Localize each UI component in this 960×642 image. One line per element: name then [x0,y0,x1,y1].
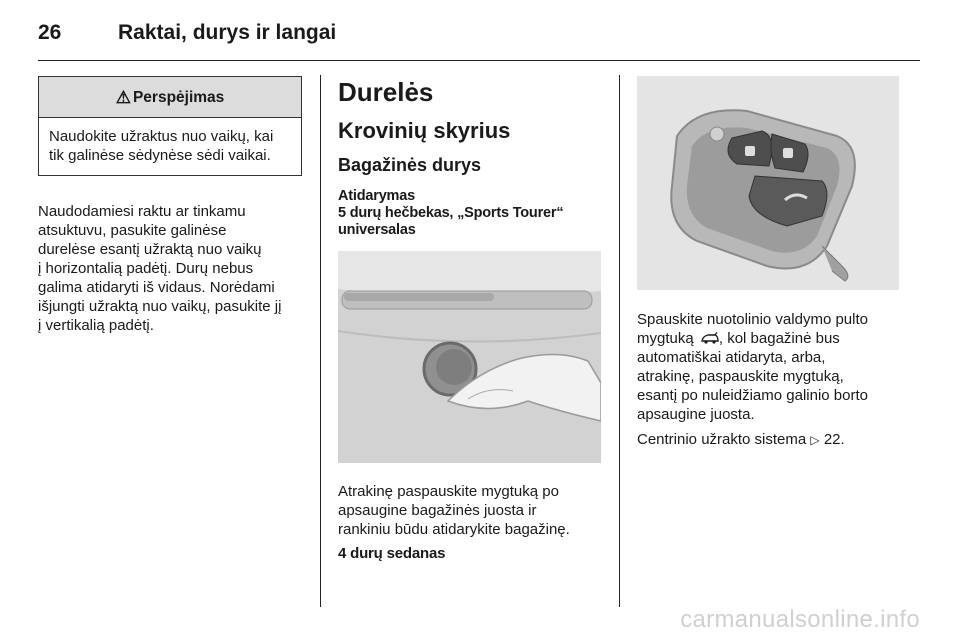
subheading-line: Atidarymas [338,188,415,204]
body-line: durelėse esantį užraktą nuo vaikų [38,241,262,258]
watermark: carmanualsonline.info [680,606,920,633]
reference-arrow-icon: ▷ [810,433,820,447]
heading-4-duru-sedanas: 4 durų sedanas [338,545,446,562]
subheading-line: 5 durų hečbekas, „Sports Tourer“ [338,205,564,221]
heading-kroviniu-skyrius: Krovinių skyrius [338,118,511,143]
reference-text: Centrinio užrakto sistema [637,431,807,448]
heading-bagazines-durys: Bagažinės durys [338,155,482,175]
body-text: mygtuką [637,330,694,347]
column-2 [338,76,606,562]
heading-durele: Durelės [338,77,434,107]
body-text: , kol bagažinė bus [718,330,840,347]
caption-line: apsaugine bagažinės juosta ir [338,502,537,519]
warning-header [39,77,301,118]
car-trunk-icon [701,332,719,344]
body-line: į vertikalią padėtį. [38,317,154,334]
reference-page: 22. [823,431,845,448]
trunk-release-caption [338,482,606,539]
column-divider-2 [619,75,620,607]
page-title: Raktai, durys ir langai [118,21,337,44]
trunk-release-illustration [338,251,601,463]
remote-key-illustration [637,76,899,290]
cross-reference[interactable] [637,430,902,450]
warning-line: Naudokite užraktus nuo vaikų, kai [49,128,274,145]
column-3 [637,76,902,450]
subheading-line: universalas [338,222,416,238]
body-line: Naudodamiesi raktu ar tinkamu [38,203,246,220]
page-number: 26 [38,21,62,44]
body-line: apsaugine juosta. [637,406,755,423]
warning-title: Perspėjimas [132,88,225,106]
warning-box [38,76,302,176]
column-1 [38,76,308,335]
body-line-with-icon [637,329,902,348]
page-header [38,18,336,48]
body-line: automatiškai atidaryta, arba, [637,349,826,366]
body-line: atsuktuvu, pasukite galinėse [38,222,227,239]
body-line: Spauskite nuotolinio valdymo pulto [637,311,868,328]
body-line: galima atidaryti iš vidaus. Norėdami [38,279,275,296]
heading-atidarymas [338,188,606,239]
remote-open-text [637,310,902,424]
caption-line: Atrakinę paspauskite mygtuką po [338,483,559,500]
body-line: į horizontalią padėtį. Durų nebus [38,260,254,277]
caption-line: rankiniu būdu atidarykite bagažinę. [338,521,570,538]
column-divider-1 [320,75,321,607]
child-lock-text [38,202,308,335]
body-line: esantį po nuleidžiamo galinio borto [637,387,868,404]
warning-triangle-icon: ⚠ [115,87,131,107]
body-line: atrakinę, paspauskite mygtuką, [637,368,844,385]
body-line: išjungti užraktą nuo vaikų, pasukite jį [38,298,282,315]
warning-body [39,118,301,175]
header-rule [38,60,920,61]
warning-line: tik galinėse sėdynėse sėdi vaikai. [49,147,271,164]
